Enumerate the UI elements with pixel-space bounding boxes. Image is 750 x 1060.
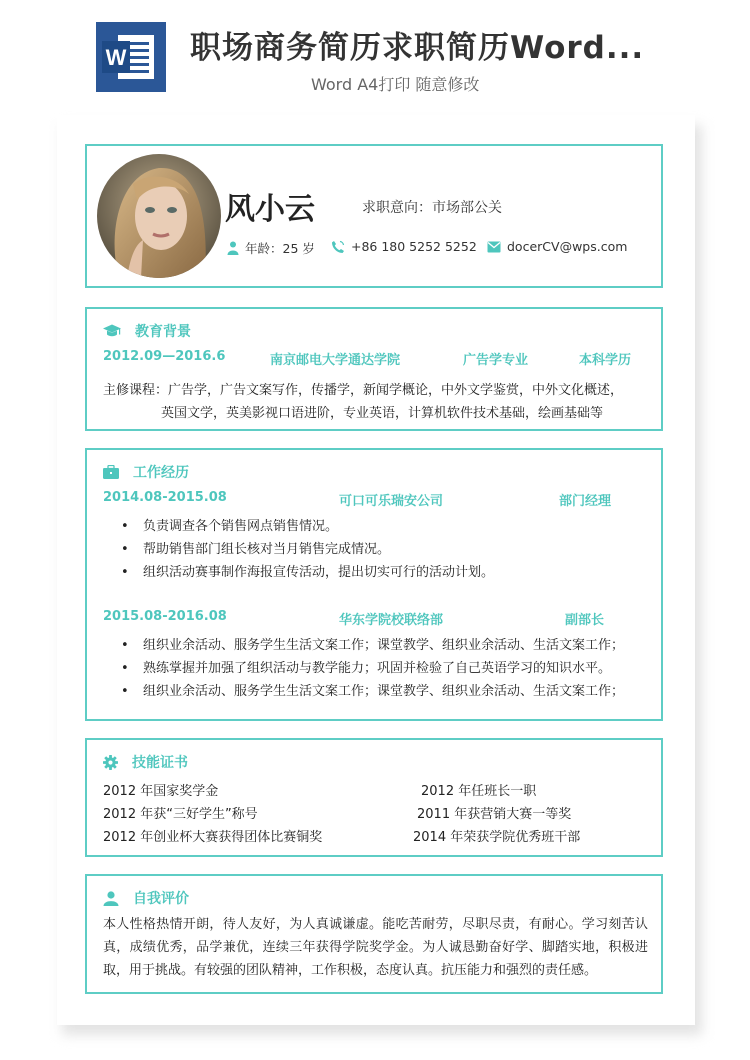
graduation-cap-icon <box>103 324 121 338</box>
courses-line-1: 主修课程：广告学，广告文案写作，传播学，新闻学概论，中外文学鉴赏，中外文化概述， <box>103 383 624 398</box>
briefcase-icon <box>103 465 119 479</box>
evaluation-section <box>85 874 663 994</box>
skill-item: 2012 年获“三好学生”称号 <box>103 807 258 822</box>
banner-header <box>0 0 750 105</box>
age-info <box>227 239 315 257</box>
list-item: • 组织活动赛事制作海报宣传活动，提出切实可行的活动计划。 <box>117 561 494 584</box>
list-item: • 帮助销售部门组长核对当月销售完成情况。 <box>117 538 494 561</box>
job-1-period: 2014.08-2015.08 <box>103 490 227 505</box>
evaluation-title: 自我评价 <box>133 891 189 907</box>
work-title: 工作经历 <box>133 465 189 481</box>
job-1-duties <box>117 515 494 584</box>
education-school: 南京邮电大学通达学院 <box>270 353 401 368</box>
evaluation-header <box>103 888 189 908</box>
phone-text: +86 180 5252 5252 <box>351 239 477 254</box>
skill-item: 2014 年荣获学院优秀班干部 <box>413 830 581 845</box>
document-title: 职场商务简历求职简历Word... <box>190 30 645 66</box>
skills-header <box>103 752 188 772</box>
courses-line-2: 英国文学，英美影视口语进阶，专业英语，计算机软件技术基础，绘画基础等 <box>161 406 604 421</box>
job-1-company: 可口可乐瑞安公司 <box>339 494 444 509</box>
work-section <box>85 448 663 721</box>
education-title: 教育背景 <box>135 324 191 340</box>
phone-info <box>331 239 477 254</box>
svg-text:W: W <box>105 45 127 70</box>
education-degree: 本科学历 <box>579 353 632 368</box>
list-item: • 组织业余活动、服务学生生活文案工作；课堂教学、组织业余活动、生活文案工作； <box>117 634 624 657</box>
job-2-company: 华东学院校联络部 <box>339 613 444 628</box>
skill-item: 2011 年获营销大赛一等奖 <box>417 807 572 822</box>
skill-item: 2012 年国家奖学金 <box>103 784 219 799</box>
phone-icon <box>331 240 345 254</box>
education-period: 2012.09—2016.6 <box>103 349 226 364</box>
education-major: 广告学专业 <box>463 353 529 368</box>
list-item: • 负责调查各个销售网点销售情况。 <box>117 515 494 538</box>
list-item: • 组织业余活动、服务学生生活文案工作；课堂教学、组织业余活动、生活文案工作； <box>117 680 624 703</box>
candidate-name: 风小云 <box>225 192 315 227</box>
email-icon <box>487 241 501 253</box>
profile-section <box>85 144 663 288</box>
job-intent: 求职意向：市场部公关 <box>362 200 502 216</box>
word-icon <box>96 22 166 92</box>
skill-item: 2012 年创业杯大赛获得团体比赛铜奖 <box>103 830 323 845</box>
skill-item: 2012 年任班长一职 <box>421 784 537 799</box>
work-header <box>103 462 189 482</box>
job-1-position: 部门经理 <box>559 494 612 509</box>
person-icon <box>227 241 239 255</box>
skills-title: 技能证书 <box>132 755 188 771</box>
skills-section <box>85 738 663 857</box>
education-header <box>103 321 191 341</box>
email-info <box>487 239 627 254</box>
list-item: • 熟练掌握并加强了组织活动与教学能力；巩固并检验了自己英语学习的知识水平。 <box>117 657 624 680</box>
document-subtitle: Word A4打印 随意修改 <box>311 75 480 94</box>
email-text: docerCV@wps.com <box>507 239 628 254</box>
education-section <box>85 307 663 431</box>
user-icon <box>103 891 119 906</box>
avatar <box>97 154 221 278</box>
gear-icon <box>103 755 118 770</box>
age-text: 年龄：25 岁 <box>245 241 315 256</box>
job-2-position: 副部长 <box>565 613 605 628</box>
evaluation-text: 本人性格热情开朗，待人友好，为人真诚谦虚。能吃苦耐劳，尽职尽责，有耐心。学习刻苦认真，成绩优秀，品学兼优，连续三年获得学院奖学金。为人诚恳勤奋好学、脚踏实地，积极进取，用于挑战。有较强的团队精神，工作积极，态度认真。抗压能力和强烈的责任感。 <box>103 917 648 978</box>
job-2-duties <box>117 634 624 703</box>
job-2-period: 2015.08-2016.08 <box>103 609 227 624</box>
